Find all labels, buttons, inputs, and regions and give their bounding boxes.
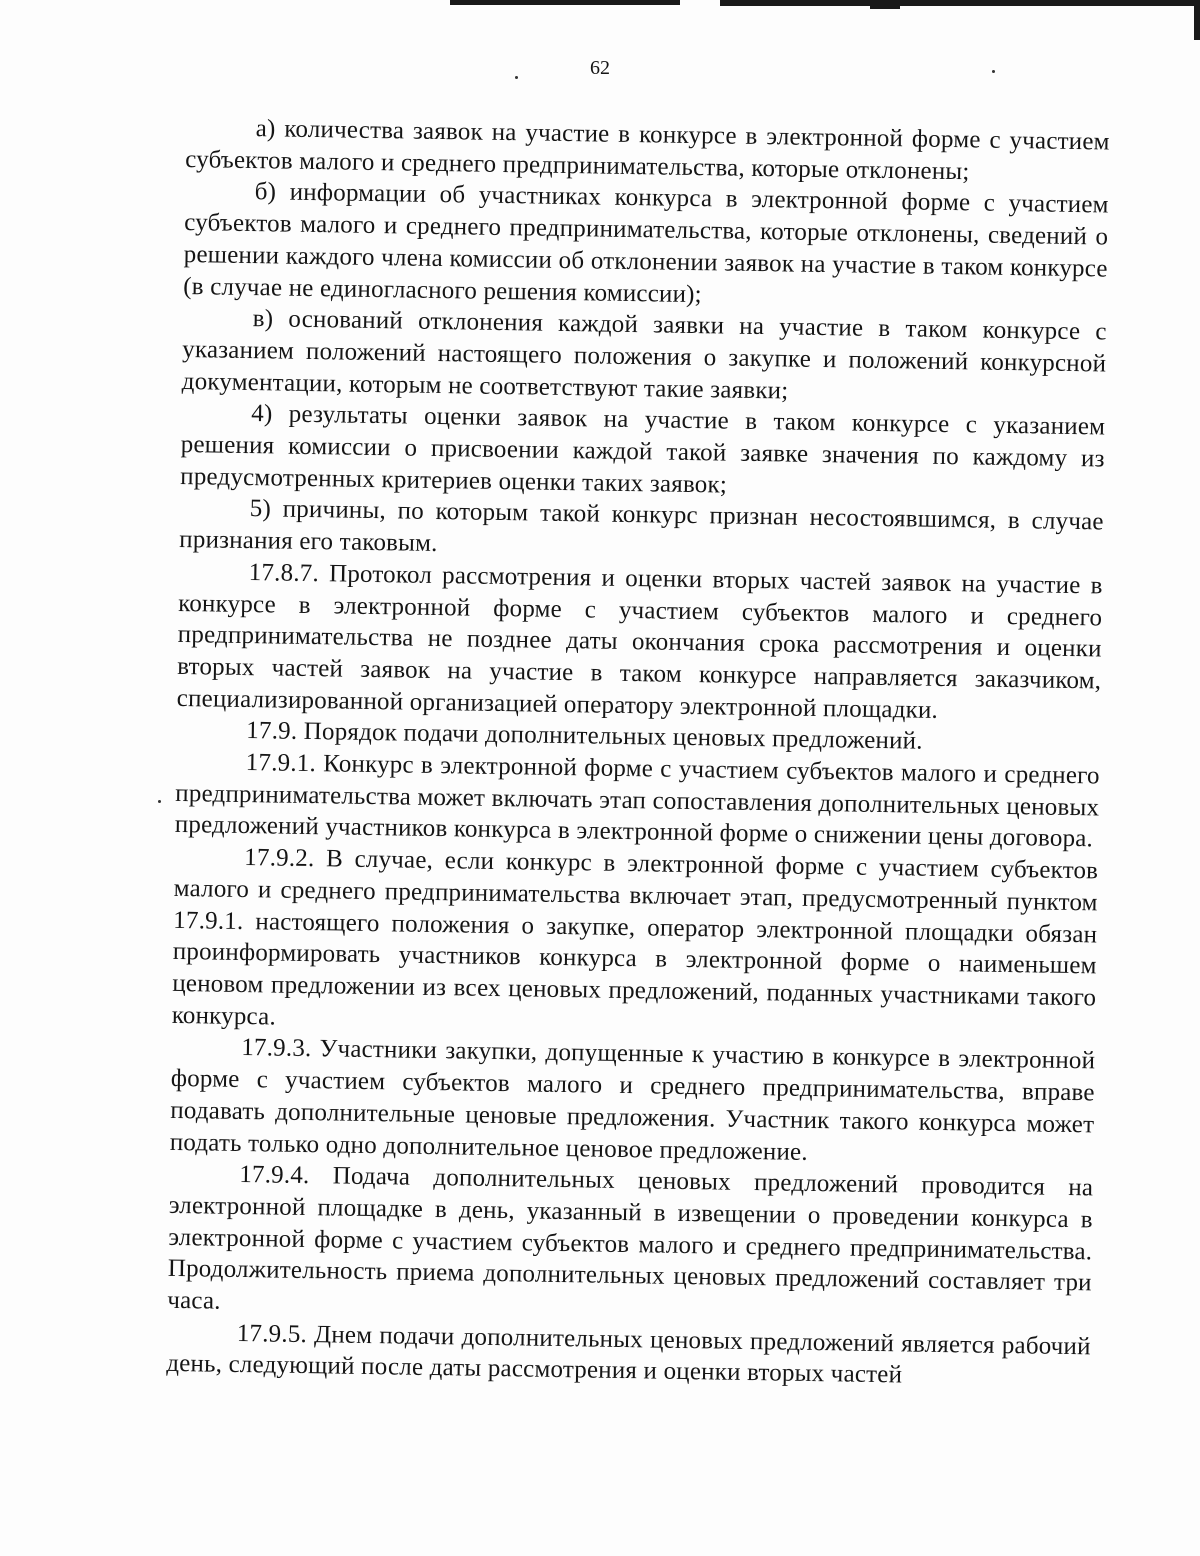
paragraph: 17.9.1. Конкурс в электронной форме с участием субъектов малого и среднего предпринимательства может включать этап сопоставления дополнительных ценовых предложений участников конкурса в электронной форме о снижении цены договора. — [174, 749, 1100, 853]
paragraph: 17.9.5. Днем подачи дополнительных ценовых предложений является рабочий день, следующий после даты рассмотрения и оценки вторых частей — [166, 1319, 1091, 1389]
scan-artifact — [450, 0, 680, 5]
paragraph: 17.9.4. Подача дополнительных ценовых предложений проводится на электронной площадке в день, указанный в извещении о проведении конкурса в электронной форме с участием субъектов малого и среднего предпринимательства. Продолжительность приема дополнительных ценовых предложений составляет три часа. — [167, 1161, 1094, 1315]
scan-artifact — [870, 0, 900, 9]
paragraph: 17.8.7. Протокол рассмотрения и оценки вторых частей заявок на участие в конкурсе в электронной форме с участием субъектов малого и среднего предпринимательства не позднее даты окончания срока рассмотрения и оценки вторых частей заявок на участие в таком конкурсе направляется заказчиком, специализированной организацией оператору электронной площадки. — [176, 558, 1103, 724]
scan-artifact — [1194, 0, 1200, 40]
page-number: 62 — [590, 57, 610, 79]
paragraph: 17.9.2. В случае, если конкурс в электронной форме с участием субъектов малого и среднего предпринимательства включает этап, предусмотренный пунктом 17.9.1. настоящего положения о закупке, оператор электронной площадки обязан проинформировать участников конкурса в электронной форме о наименьшем ценовом предложении из всех ценовых предложений, поданных участниками такого конкурса. — [171, 844, 1099, 1031]
scan-artifact — [720, 0, 1200, 6]
paragraph: 17.9. Порядок подачи дополнительных ценовых предложений. — [246, 717, 923, 756]
paragraph: 17.9.3. Участники закупки, допущенные к участию в конкурсе в электронной форме с участием субъектов малого и среднего предпринимательства, вправе подавать дополнительные ценовые предложения. Участник такого конкурса может подать только одно дополнительное ценовое предложение. — [169, 1034, 1096, 1166]
paragraph: а) количества заявок на участие в конкурсе в электронной форме с участием субъектов малого и среднего предпринимательства, которые отклонены; — [185, 115, 1110, 186]
paragraph: 4) результаты оценки заявок на участие в таком конкурсе с указанием решения комиссии о присвоении каждой такой заявке значения по каждому из предусмотренных критериев оценки таких заявок; — [180, 400, 1106, 499]
paragraph: 5) причины, по которым такой конкурс признан несостоявшимся, в случае признания его таковым. — [179, 495, 1104, 558]
document-body — [166, 112, 1110, 1394]
scan-speck — [158, 800, 161, 803]
paragraph: в) оснований отклонения каждой заявки на участие в таком конкурсе с указанием положений настоящего положения о закупке и положений конкурсной документации, которым не соответствуют такие заявки; — [181, 305, 1107, 405]
paragraph: б) информации об участниках конкурса в электронной форме с участием субъектов малого и среднего предпринимательства, которые отклонены, сведений о решении каждого члена комиссии об отклонении заявок на участие в таком конкурсе (в случае не единогласного решения комиссии); — [183, 178, 1109, 308]
